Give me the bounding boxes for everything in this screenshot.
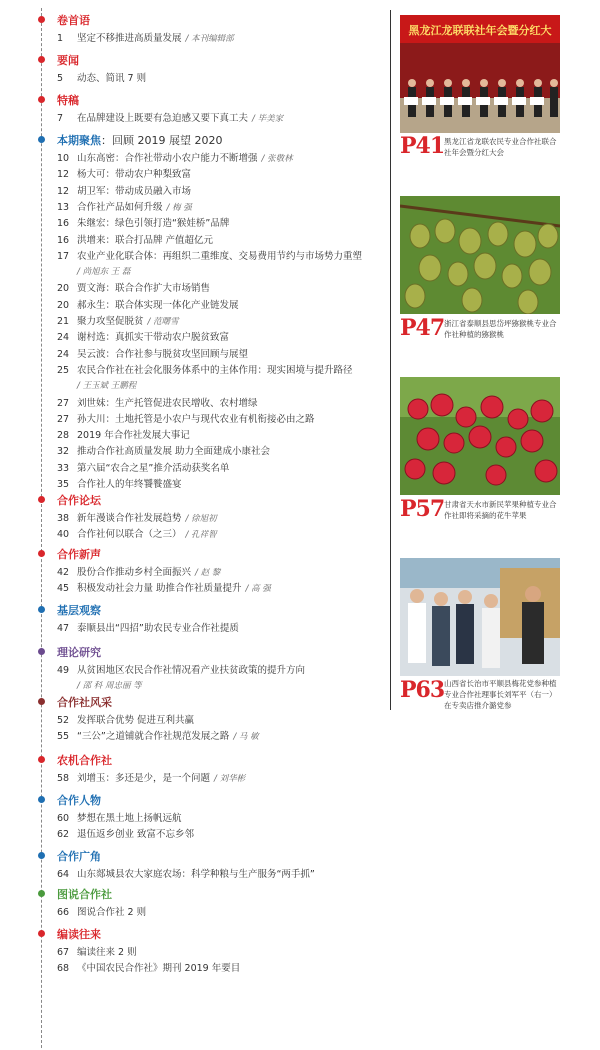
entry-author: / 孔祥智 [185, 530, 217, 541]
entry-page-number: 25 [57, 364, 70, 376]
section-dot [38, 56, 45, 63]
entry-title: 合作社产品如何升级 [77, 201, 163, 213]
entry-page-number: 32 [57, 446, 70, 458]
section-dot [38, 698, 45, 705]
entry-title: 退伍返乡创业 致富不忘乡邻 [77, 829, 195, 841]
entry-author: / 毕美家 [252, 114, 284, 124]
entry-title-line [77, 346, 248, 363]
section-title [57, 492, 101, 508]
entry-author: / 张敬林 [261, 154, 293, 164]
entry-title-line [77, 313, 179, 331]
entry-title-line [77, 183, 191, 200]
entry-title-line [77, 712, 194, 729]
photo-caption: 甘肃省天水市新民苹果种植专业合作社即将采摘的花牛苹果 [444, 500, 557, 520]
entry-page-number: 60 [57, 813, 70, 824]
section-title-text: 要闻 [57, 54, 79, 67]
entry-title: 吴云波：合作社参与脱贫攻坚回顾与展望 [77, 348, 249, 360]
entry-title: 积极发动社会力量 助推合作社质量提升 [77, 583, 242, 595]
photo-kiwi [400, 196, 560, 314]
entry-title-line [77, 564, 220, 582]
entry-title: 胡卫军：带动成员融入市场 [77, 185, 192, 197]
section-title [57, 132, 222, 148]
entry-title-line [77, 166, 191, 183]
entry-title-line [77, 526, 217, 544]
entry-page-number: 17 [57, 250, 70, 262]
entry-author: / 刘华彬 [214, 774, 246, 784]
entry-title-line [77, 476, 182, 493]
section-title [57, 92, 79, 108]
entry-title: 合作社人的年终饕餮盛宴 [77, 479, 182, 490]
entry-title-line [77, 443, 270, 460]
entry-title-line [77, 297, 239, 314]
entry-title-line [77, 232, 213, 249]
section-title [57, 886, 112, 902]
entry-title-line [77, 960, 240, 977]
entry-title: 推动合作社高质量发展 助力全面建成小康社会 [77, 446, 271, 458]
entry-page-number: 20 [57, 299, 70, 311]
section-dot [38, 606, 45, 613]
photo-caption: 山西省长治市平顺县梅花党参种植专业合作社理事长刘军平（右一）在专卖店推介潞党参 [444, 679, 557, 710]
photo-page-number: P57 [400, 496, 445, 522]
section-dot [38, 136, 45, 143]
section-dot [38, 16, 45, 23]
entry-title-line [77, 411, 315, 428]
entry-page-number: 33 [57, 462, 70, 474]
entry-title: 谢村选：真抓实干带动农户脱贫致富 [77, 332, 230, 344]
entry-page-number: 20 [57, 283, 70, 295]
entry-title-line [77, 770, 245, 788]
entry-title-line [77, 944, 137, 961]
photo-shop-visit [400, 558, 560, 676]
section-title [57, 12, 90, 28]
entry-page-number: 1 [57, 33, 64, 44]
entry-author: / 范曙雪 [147, 317, 179, 327]
entry-title-line [77, 460, 229, 477]
entry-title: 动态、简讯 7 则 [77, 73, 147, 84]
photo-page-number: P41 [400, 133, 445, 159]
entry-page-number: 12 [57, 185, 70, 197]
photo-page-number: P63 [400, 677, 445, 703]
section-title-text: 合作人物 [57, 794, 101, 807]
section-dot [38, 852, 45, 859]
entry-title-line [77, 215, 229, 232]
entry-title-line [77, 662, 305, 679]
section-title-text: 本期聚焦 [57, 134, 101, 147]
entry-page-number: 52 [57, 715, 70, 726]
entry-page-number: 62 [57, 829, 70, 841]
section-title-text: 特稿 [57, 94, 79, 107]
entry-title: 梦想在黑土地上扬帆远航 [77, 813, 182, 824]
entry-title-line [77, 510, 217, 528]
section-title-text: 基层观察 [57, 604, 101, 617]
entry-author: / 高 强 [245, 584, 271, 595]
entry-page-number: 42 [57, 567, 70, 578]
entry-title: 山东高密：合作社带动小农户能力不断增强 [77, 153, 258, 164]
entry-title: 坚定不移推进高质量发展 [77, 33, 182, 44]
entry-page-number: 24 [57, 332, 70, 344]
section-title-text: 卷首语 [57, 14, 90, 27]
entry-title-line [77, 427, 190, 444]
entry-title: 《中国农民合作社》期刊 2019 年要目 [77, 963, 241, 975]
entry-page-number: 66 [57, 907, 70, 918]
entry-title-line [77, 826, 194, 843]
entry-title: 农民合作社在社会化服务体系中的主体作用：现实困境与提升路径 [77, 364, 353, 376]
section-title-text: 合作新声 [57, 548, 101, 561]
entry-title: 新年漫谈合作社发展趋势 [77, 513, 182, 524]
entry-title-line [77, 329, 229, 346]
photo-caption: 浙江省泰顺县思岱坪猕猴桃专业合作社种植的猕猴桃 [444, 319, 557, 339]
section-title [57, 546, 101, 562]
section-dot [38, 756, 45, 763]
entry-author: / 赵 黎 [195, 568, 221, 578]
entry-title-line [77, 70, 146, 87]
entry-title: 编读往来 2 则 [77, 947, 137, 958]
entry-page-number: 12 [57, 169, 70, 181]
entry-title-line [77, 150, 293, 168]
photo-ceremony [400, 15, 560, 133]
entry-title: 发挥联合优势 促进互利共赢 [77, 715, 195, 726]
section-dot [38, 890, 45, 897]
section-title [57, 926, 101, 942]
entry-title-line [77, 866, 315, 883]
section-title [57, 52, 79, 68]
entry-title: 朱继宏：绿色引领打造“猴娃桥”品牌 [77, 218, 230, 230]
entry-title-line [77, 280, 210, 297]
entry-title: 郝永生：联合体实现一体化产业链发展 [77, 299, 239, 311]
entry-title: 山东郯城县农大家庭农场：科学种粮与生产服务“两手抓” [77, 869, 315, 880]
section-subtitle: ：回顾 2019 展望 2020 [101, 134, 223, 147]
entry-title-line [77, 580, 271, 598]
entry-title: 2019 年合作社发展大事记 [77, 430, 190, 442]
entry-page-number: 47 [57, 623, 70, 634]
entry-author-continued: / 邵 科 周忠丽 等 [77, 681, 142, 692]
entry-title-line [77, 728, 259, 746]
entry-title: 农业产业化联合体：再组织二重维度、交易费用节约与市场势力重塑 [77, 250, 363, 262]
section-title-text: 合作论坛 [57, 494, 101, 507]
entry-title-line [77, 110, 283, 128]
photo-caption: 黑龙江省龙联农民专业合作社联合社年会暨分红大会 [444, 137, 557, 157]
entry-title: 泰顺县出“四招”助农民专业合作社提质 [77, 623, 239, 634]
entry-page-number: 67 [57, 947, 70, 958]
photo-page-number: P47 [400, 315, 445, 341]
entry-author: / 马 敏 [233, 732, 259, 743]
section-title-text: 农机合作社 [57, 754, 112, 767]
section-dot [38, 496, 45, 503]
entry-title: 合作社何以联合（之三） [77, 529, 182, 541]
entry-page-number: 5 [57, 73, 64, 84]
entry-page-number: 49 [57, 665, 70, 676]
entry-author: / 本刊编辑部 [185, 34, 234, 44]
section-title [57, 694, 112, 710]
entry-page-number: 28 [57, 430, 70, 442]
entry-title: 图说合作社 2 则 [77, 907, 147, 918]
photo-apples [400, 377, 560, 495]
section-title-text: 合作广角 [57, 850, 101, 863]
section-dot [38, 96, 45, 103]
entry-title: 从贫困地区农民合作社情况看产业扶贫政策的提升方向 [77, 665, 306, 676]
section-dot [38, 796, 45, 803]
entry-page-number: 27 [57, 413, 70, 425]
entry-title-line [77, 30, 234, 48]
entry-title-line [77, 199, 192, 217]
entry-title: 杨大可：带动农户种梨致富 [77, 169, 192, 181]
entry-title-line [77, 248, 362, 265]
entry-page-number: 45 [57, 583, 70, 595]
entry-page-number: 21 [57, 316, 70, 327]
entry-title: 洪增来：联合打品牌 产值超亿元 [77, 234, 214, 246]
section-title [57, 792, 101, 808]
column-divider [390, 10, 391, 710]
entry-title-line [77, 395, 258, 412]
section-title-text: 理论研究 [57, 646, 101, 659]
section-dot [38, 648, 45, 655]
entry-page-number: 55 [57, 731, 70, 743]
entry-title: 贾文海：联合合作扩大市场销售 [77, 283, 211, 295]
entry-author: / 徐旭初 [185, 514, 217, 524]
entry-page-number: 58 [57, 773, 70, 784]
photo-banner-text: 黑龙江龙联联社年会暨分红大 [408, 24, 552, 37]
entry-title-line [77, 362, 353, 379]
section-dot [38, 930, 45, 937]
entry-page-number: 64 [57, 869, 70, 880]
entry-title: 刘增玉：多还是少，是一个问题 [77, 773, 211, 784]
entry-page-number: 16 [57, 234, 70, 246]
entry-title: 刘世妹：生产托管促进农民增收、农村增绿 [77, 397, 258, 409]
entry-page-number: 27 [57, 397, 70, 409]
entry-page-number: 13 [57, 201, 70, 213]
entry-author-continued: / 王玉斌 王鹏程 [77, 381, 137, 392]
entry-title: “三公”之道铺就合作社规范发展之路 [77, 731, 230, 743]
entry-page-number: 7 [57, 113, 64, 124]
entry-page-number: 35 [57, 479, 70, 490]
entry-title-line [77, 620, 239, 637]
section-title [57, 752, 112, 768]
section-title-text: 编读往来 [57, 928, 101, 941]
entry-page-number: 10 [57, 153, 70, 164]
section-title [57, 848, 101, 864]
entry-title: 第六届“农合之星”推介活动获奖名单 [77, 462, 230, 474]
entry-author-continued: / 尚旭东 王 磊 [77, 267, 131, 278]
section-title [57, 644, 101, 660]
entry-page-number: 38 [57, 513, 70, 524]
entry-title-line [77, 810, 182, 827]
entry-title-line [77, 904, 146, 921]
entry-title: 聚力攻坚促脱贫 [77, 316, 144, 327]
entry-page-number: 68 [57, 963, 70, 975]
section-title [57, 602, 101, 618]
entry-page-number: 16 [57, 218, 70, 230]
section-title-text: 合作社风采 [57, 696, 112, 709]
entry-page-number: 24 [57, 348, 70, 360]
entry-author: / 梅 强 [166, 202, 192, 213]
entry-title: 孙大川：土地托管是小农户与现代农业有机衔接必由之路 [77, 413, 315, 425]
entry-page-number: 40 [57, 529, 70, 541]
entry-title: 股份合作推动乡村全面振兴 [77, 567, 192, 578]
entry-title: 在品牌建设上既要有急迫感又要下真工夫 [77, 113, 249, 124]
section-dot [38, 550, 45, 557]
section-title-text: 图说合作社 [57, 888, 112, 901]
